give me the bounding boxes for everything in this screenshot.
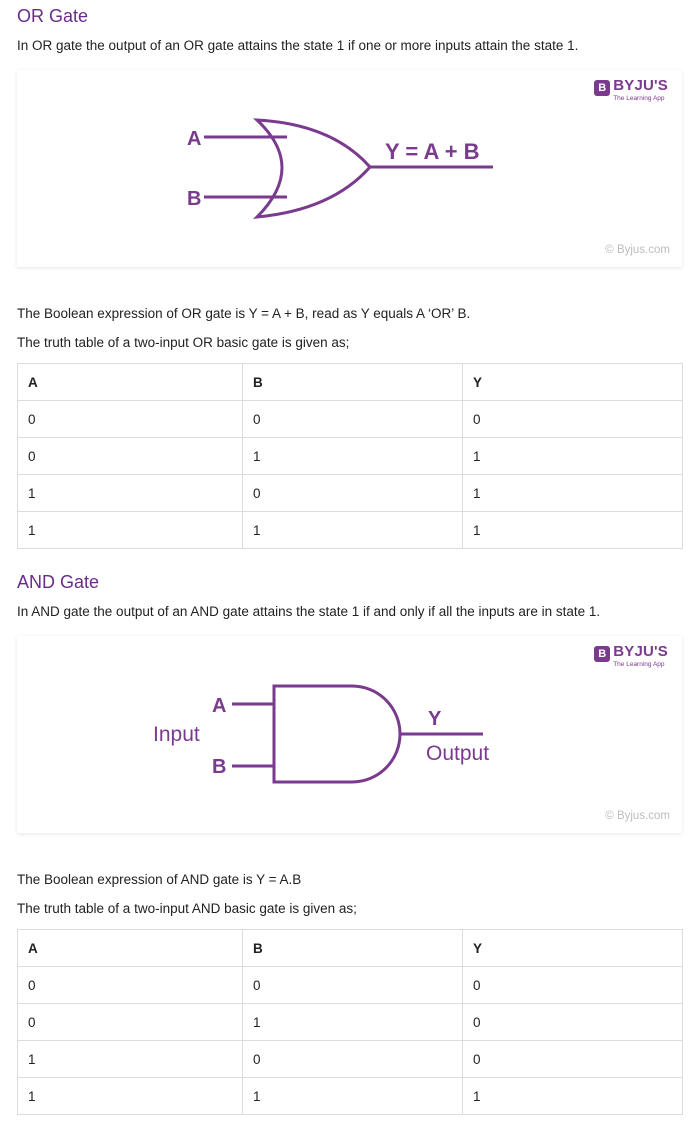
table-header-row bbox=[18, 930, 683, 967]
header-cell: B bbox=[243, 364, 463, 401]
header-cell: Y bbox=[463, 930, 683, 967]
table-row bbox=[18, 401, 683, 438]
brand-tagline: The Learning App bbox=[613, 661, 665, 668]
table-cell: 0 bbox=[18, 1004, 243, 1041]
table-cell: 0 bbox=[18, 401, 243, 438]
table-cell: 1 bbox=[18, 475, 243, 512]
brand-logo-icon: B bbox=[594, 80, 610, 96]
table-cell: 0 bbox=[463, 1041, 683, 1078]
table-cell: 0 bbox=[243, 475, 463, 512]
table-cell: 0 bbox=[18, 967, 243, 1004]
table-cell: 0 bbox=[243, 1041, 463, 1078]
or-truth-table bbox=[17, 363, 683, 549]
table-row bbox=[18, 438, 683, 475]
table-cell: 1 bbox=[243, 438, 463, 475]
table-cell: 1 bbox=[463, 438, 683, 475]
and-truth-table bbox=[17, 929, 683, 1115]
table-cell: 1 bbox=[243, 512, 463, 549]
table-cell: 0 bbox=[463, 967, 683, 1004]
header-cell: A bbox=[18, 930, 243, 967]
table-cell: 0 bbox=[18, 438, 243, 475]
and-label-a: A bbox=[212, 695, 227, 717]
brand-tagline: The Learning App bbox=[613, 95, 665, 102]
or-gate-symbol bbox=[257, 120, 370, 217]
figure-credit: © Byjus.com bbox=[605, 244, 670, 256]
table-cell: 1 bbox=[18, 1041, 243, 1078]
header-cell: Y bbox=[463, 364, 683, 401]
table-cell: 0 bbox=[243, 401, 463, 438]
or-label-output: Y = A + B bbox=[385, 139, 480, 164]
table-row bbox=[18, 1004, 683, 1041]
and-label-y: Y bbox=[428, 708, 442, 730]
header-cell: B bbox=[243, 930, 463, 967]
or-label-b: B bbox=[187, 188, 202, 210]
brand-name: BYJU'S bbox=[613, 643, 668, 660]
and-gate-figure bbox=[17, 636, 682, 833]
or-expression: The Boolean expression of OR gate is Y = A + B, read as Y equals A ‘OR’ B. bbox=[17, 306, 471, 321]
or-label-a: A bbox=[187, 128, 202, 150]
table-cell: 0 bbox=[463, 401, 683, 438]
table-row bbox=[18, 967, 683, 1004]
table-row bbox=[18, 1041, 683, 1078]
and-label-b: B bbox=[212, 756, 227, 778]
table-cell: 1 bbox=[463, 512, 683, 549]
brand-name: BYJU'S bbox=[613, 77, 668, 94]
table-row bbox=[18, 475, 683, 512]
or-gate-intro: In OR gate the output of an OR gate attains the state 1 if one or more inputs attain the state 1. bbox=[17, 38, 579, 53]
and-gate-diagram bbox=[17, 636, 682, 833]
and-gate-intro: In AND gate the output of an AND gate attains the state 1 if and only if all the inputs are in state 1. bbox=[17, 604, 601, 619]
figure-credit: © Byjus.com bbox=[605, 810, 670, 822]
or-gate-heading: OR Gate bbox=[17, 6, 89, 26]
and-label-output: Output bbox=[426, 742, 490, 765]
table-row bbox=[18, 1078, 683, 1115]
table-cell: 1 bbox=[243, 1004, 463, 1041]
and-gate-symbol bbox=[274, 686, 400, 782]
or-table-intro: The truth table of a two-input OR basic gate is given as; bbox=[17, 335, 350, 350]
table-cell: 1 bbox=[463, 1078, 683, 1115]
and-table-intro: The truth table of a two-input AND basic gate is given as; bbox=[17, 901, 357, 916]
table-row bbox=[18, 512, 683, 549]
and-gate-heading: AND Gate bbox=[17, 572, 100, 592]
and-expression: The Boolean expression of AND gate is Y = A.B bbox=[17, 872, 302, 887]
table-cell: 1 bbox=[243, 1078, 463, 1115]
table-cell: 1 bbox=[18, 512, 243, 549]
table-header-row bbox=[18, 364, 683, 401]
table-cell: 1 bbox=[18, 1078, 243, 1115]
and-label-input: Input bbox=[153, 723, 200, 746]
brand-logo-icon: B bbox=[594, 646, 610, 662]
table-cell: 1 bbox=[463, 475, 683, 512]
table-cell: 0 bbox=[463, 1004, 683, 1041]
table-cell: 0 bbox=[243, 967, 463, 1004]
or-gate-diagram bbox=[17, 70, 682, 267]
or-gate-figure bbox=[17, 70, 682, 267]
header-cell: A bbox=[18, 364, 243, 401]
